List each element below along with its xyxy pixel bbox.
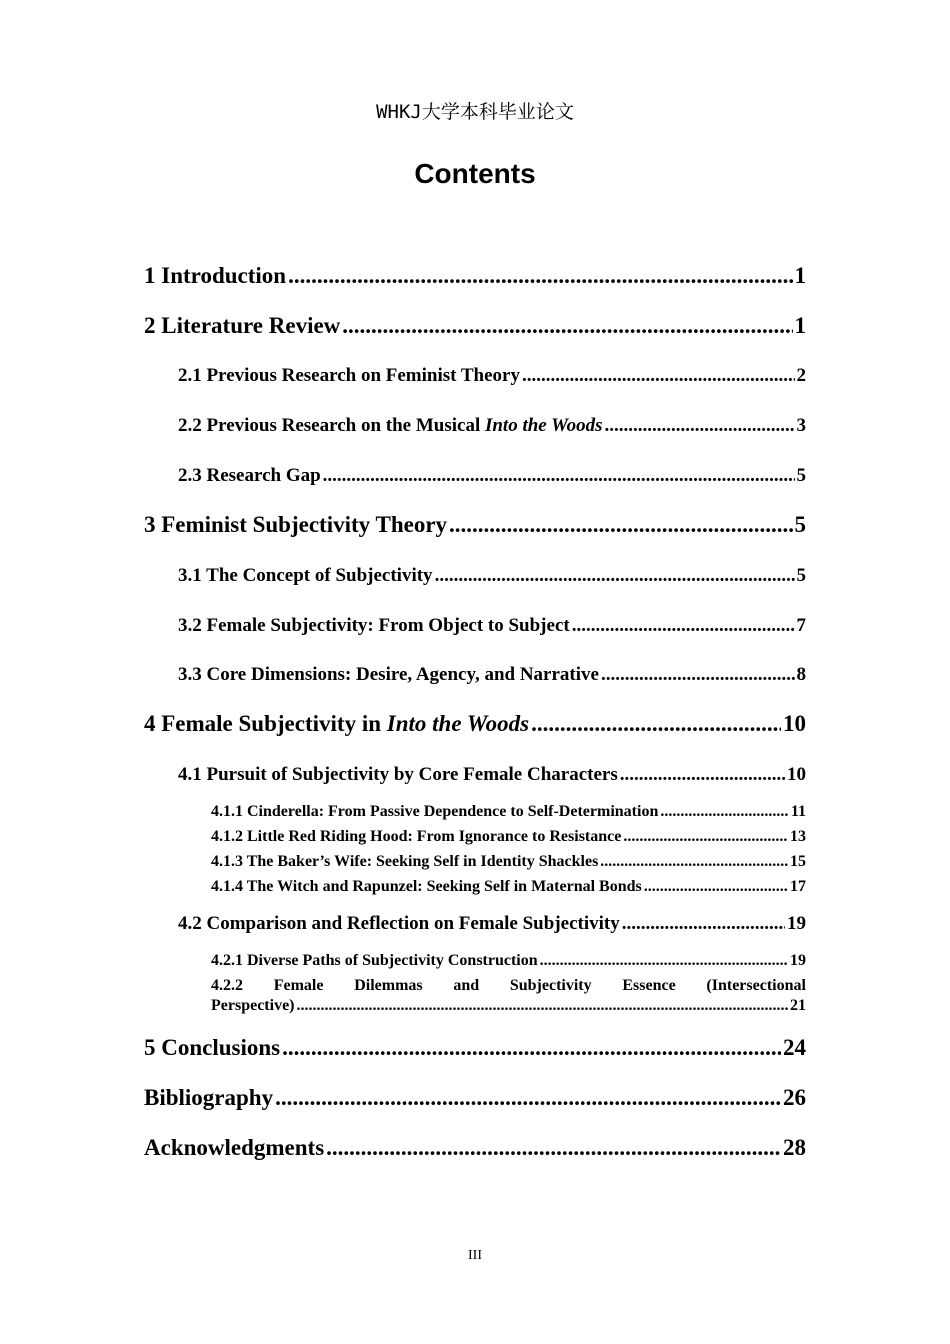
toc-entry-4-2-1[interactable]: 4.2.1 Diverse Paths of Subjectivity Construction ..... 19 [211,952,806,970]
toc-entry-female-subjectivity[interactable]: 4 Female Subjectivity in Into the Woods ..... 10 [144,711,806,737]
toc-entry-bibliography[interactable]: Bibliography ..... 26 [144,1085,806,1111]
toc-entry-4-1-2[interactable]: 4.1.2 Little Red Riding Hood: From Ignorance to Resistance ..... 13 [211,828,806,846]
toc-entry-4-2-2[interactable] [211,977,806,1015]
toc-entry-introduction[interactable]: 1 Introduction ..... 1 [144,263,806,289]
toc-entry-2-1[interactable]: 2.1 Previous Research on Feminist Theory ..... 2 [178,365,806,387]
page-header: WHKJ大学本科毕业论文 [376,101,574,123]
toc-entry-acknowledgments[interactable]: Acknowledgments ..... 28 [144,1135,806,1161]
page-number: III [468,1248,482,1263]
toc-entry-3-3[interactable]: 3.3 Core Dimensions: Desire, Agency, and Narrative ..... 8 [178,664,806,686]
toc-entry-2-3[interactable]: 2.3 Research Gap ..... 5 [178,465,806,487]
toc-entry-conclusions[interactable]: 5 Conclusions ..... 24 [144,1035,806,1061]
toc-entry-3-2[interactable]: 3.2 Female Subjectivity: From Object to Subject ..... 7 [178,615,806,637]
toc-entry-feminist-subjectivity-theory[interactable]: 3 Feminist Subjectivity Theory ..... 5 [144,512,806,538]
toc-entry-4-1[interactable]: 4.1 Pursuit of Subjectivity by Core Female Characters ..... 10 [178,764,806,786]
toc-entry-2-2[interactable]: 2.2 Previous Research on the Musical Into the Woods ..... 3 [178,415,806,437]
toc-entry-4-1-1[interactable]: 4.1.1 Cinderella: From Passive Dependence to Self-Determination ..... 11 [211,803,806,821]
page-title: Contents [414,158,536,189]
toc-entry-4-1-3[interactable]: 4.1.3 The Baker’s Wife: Seeking Self in Identity Shackles ..... 15 [211,853,806,871]
toc-entry-4-2[interactable]: 4.2 Comparison and Reflection on Female Subjectivity ..... 19 [178,913,806,935]
toc-entry-4-2-2-line1: 4.2.2 Female Dilemmas and Subjectivity Essence (Intersectional [211,977,806,994]
toc-entry-4-1-4[interactable]: 4.1.4 The Witch and Rapunzel: Seeking Self in Maternal Bonds ..... 17 [211,878,806,896]
toc-entry-3-1[interactable]: 3.1 The Concept of Subjectivity ..... 5 [178,565,806,587]
toc-entry-literature-review[interactable]: 2 Literature Review ..... 1 [144,313,806,339]
toc-entry-4-2-2-line2: Perspective) ..... 21 [211,997,806,1015]
